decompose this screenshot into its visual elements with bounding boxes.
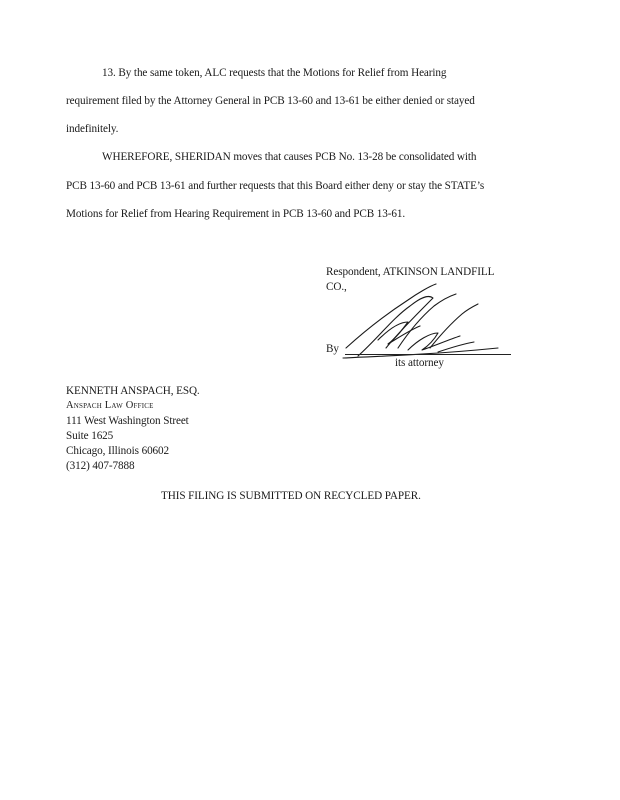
attorney-name: KENNETH ANSPACH, ESQ. bbox=[66, 385, 200, 397]
recycled-paper-notice: THIS FILING IS SUBMITTED ON RECYCLED PAPER. bbox=[161, 490, 421, 502]
wherefore-line-3: Motions for Relief from Hearing Requirement in PCB 13-60 and PCB 13-61. bbox=[66, 208, 406, 220]
respondent-line-1: Respondent, ATKINSON LANDFILL bbox=[326, 266, 495, 278]
attorney-suite: Suite 1625 bbox=[66, 430, 114, 442]
para13-line-2: requirement filed by the Attorney General in PCB 13-60 and 13-61 be either denied or stayed bbox=[66, 95, 475, 107]
attorney-phone: (312) 407-7888 bbox=[66, 460, 135, 472]
wherefore-line-2: PCB 13-60 and PCB 13-61 and further requests that this Board either deny or stay the STATE’s bbox=[66, 180, 485, 192]
by-label: By bbox=[326, 343, 339, 355]
attorney-street: 111 West Washington Street bbox=[66, 415, 189, 427]
signer-role: its attorney bbox=[395, 357, 444, 369]
signature-line bbox=[345, 354, 511, 355]
respondent-line-2: CO., bbox=[326, 281, 347, 293]
para13-line-3: indefinitely. bbox=[66, 123, 119, 135]
wherefore-line-1: WHEREFORE, SHERIDAN moves that causes PCB No. 13-28 be consolidated with bbox=[102, 151, 477, 163]
attorney-firm: Anspach Law Office bbox=[66, 400, 154, 411]
attorney-city: Chicago, Illinois 60602 bbox=[66, 445, 170, 457]
para13-line-1: 13. By the same token, ALC requests that the Motions for Relief from Hearing bbox=[102, 67, 447, 79]
